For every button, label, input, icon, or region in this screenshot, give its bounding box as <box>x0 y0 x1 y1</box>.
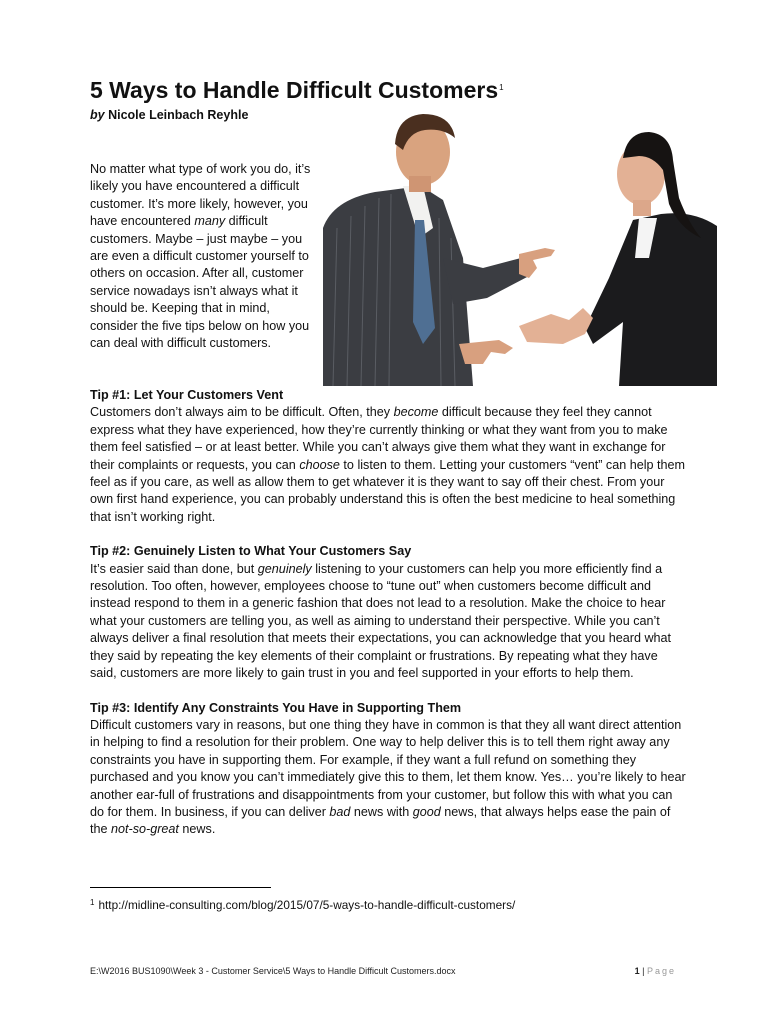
tip-2-heading: Tip #2: Genuinely Listen to What Your Customers Say <box>90 544 412 559</box>
tip-1-emphasis: become <box>393 405 439 420</box>
tips-section <box>90 387 687 856</box>
tip-1-text: Customers don’t always aim to be difficult. Often, they <box>90 405 394 420</box>
man-arm <box>443 258 529 304</box>
byline-author: Nicole Leinbach Reyhle <box>108 108 249 122</box>
tip-1-body <box>90 404 687 526</box>
tip-3-body <box>90 717 687 839</box>
man-neck <box>409 176 431 192</box>
woman-neck <box>633 200 651 216</box>
footer-file-path: E:\W2016 BUS1090\Week 3 - Customer Service\5 Ways to Handle Difficult Customers.docx <box>90 966 456 976</box>
byline-prefix: by <box>90 108 105 122</box>
tip-2-body <box>90 561 687 683</box>
tip-3-emphasis: bad <box>329 804 351 819</box>
title-footnote-marker: 1 <box>499 83 504 92</box>
intro-paragraph <box>90 161 315 352</box>
tip-1-text: difficult because they feel they cannot express what they have experienced, how they’re currently thinking or what they want from you to make them feel satisfied – or at least better. While you can’t always give them what they want in exchange for their complaints or requests, you can <box>90 405 668 472</box>
footnote-marker: 1 <box>90 898 95 907</box>
page-label: Page <box>646 966 676 976</box>
tip-3-emphasis: good <box>412 804 441 819</box>
tip-3-text: news. <box>178 822 216 837</box>
intro-text-1: No matter what type of work you do, it’s likely you have encountered a difficult customer. It’s more likely, however, you have encountered <box>90 162 311 229</box>
tip-1-emphasis: choose <box>299 457 340 472</box>
tip-3-text: Difficult customers vary in reasons, but one thing they have in common is that they all want direct attention in helping to find a resolution for their problem. One way to help deliver this is to tell them right away any constraints you have in supporting them. For example, if they want a full refund on something they purchased and you know you can’t immediately give this to them, let them know. Yes… you’re likely to hear another ear-full of frustrations and disappointments from your customer, but follow this with what you can do for them. In business, if you can deliver <box>90 717 686 819</box>
tip-1-heading: Tip #1: Let Your Customers Vent <box>90 388 284 402</box>
tip-3-text: news, that always helps ease the pain of the <box>90 804 671 837</box>
tip-3-heading: Tip #3: Identify Any Constraints You Have in Supporting Them <box>90 700 462 715</box>
footer-page-indicator <box>635 966 676 976</box>
byline <box>90 108 248 122</box>
footnote-divider <box>90 887 271 888</box>
arguing-businesspeople-photo <box>323 108 717 386</box>
page-number: 1 <box>634 966 640 976</box>
tip-1 <box>90 387 687 526</box>
document-title <box>90 77 504 104</box>
tip-2-text: listening to your customers can help you more efficiently find a resolution. Too often, however, employees choose to “tune out” when customers become difficult and instead respond to them in a generic fashion that does not lead to a resolution. Make the choice to hear what your customers are telling you, as well as aiming to understand their perspective. While you can’t always deliver a final resolution that meets their expectations, you can acknowledge that you heard what they said by repeating the key elements of their complaint or frustrations. By repeating what they have said, customers are more likely to gain trust in you and feel supported in your efforts to help them. <box>90 561 672 681</box>
page-separator: | <box>642 966 645 976</box>
title-text: 5 Ways to Handle Difficult Customers <box>90 77 499 103</box>
woman-hands <box>519 308 593 344</box>
intro-emphasis: many <box>194 214 226 229</box>
footnote <box>90 898 515 912</box>
tip-3 <box>90 700 687 839</box>
tip-3-text: news with <box>350 804 413 819</box>
tip-2-text: It’s easier said than done, but <box>90 561 258 576</box>
tip-2-emphasis: genuinely <box>257 561 312 576</box>
tip-3-emphasis: not-so-great <box>111 822 179 837</box>
tip-1-text: to listen to them. Letting your customers “vent” can help them feel as if you care, as well as allow them to get whatever it is they want to say off their chest. From your own first hand experience, you can probably understand this is often the best medicine to heal something that isn’t working right. <box>90 457 686 524</box>
man-lower-hand <box>459 340 513 364</box>
footnote-link[interactable]: http://midline-consulting.com/blog/2015/07/5-ways-to-handle-difficult-customers/ <box>98 898 516 912</box>
man-hand <box>519 248 555 278</box>
tip-2 <box>90 543 687 682</box>
intro-text-2: difficult customers. Maybe – just maybe – you are even a difficult customer yourself to others on occasion. After all, customer service nowadays isn’t always what it should be. Keeping that in mind, consider the five tips below on how you can deal with difficult customers. <box>90 214 310 351</box>
